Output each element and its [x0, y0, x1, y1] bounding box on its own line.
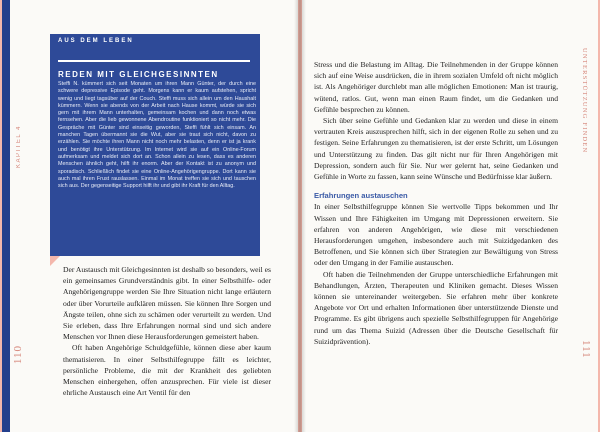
box-header: AUS DEM LEBEN	[58, 38, 134, 44]
page-number: 111	[580, 340, 592, 359]
section-heading: Erfahrungen austauschen	[314, 191, 408, 201]
paragraph: In einer Selbsthilfegruppe können Sie wertvolle Tipps bekommen und Ihr Wissen und Ihre Fähigkeiten im Umgang mit Depressionen erweitern. Sie erfahren von anderen Angehörigen, wie diese mit verschiedenen Herausforderungen umgehen, insbesondere auch mit Suizidgedanken des Betroffenen, und Sie können sich über Strategien zur Bewältigung von Stress oder den Umgang in der Familie austauschen.	[314, 202, 558, 268]
paragraph: Oft haben Angehörige Schuldgefühle, können diese aber kaum thematisieren. In einer Selbsthilfegruppe fällt es leichter, persönliche Probleme, die mit der Krankheit des geliebten Menschen einhergehen, offen anzusprechen. Für viele ist dieser ehrliche Austausch eine Art Ventil für den	[63, 343, 271, 398]
box-tail	[50, 256, 60, 266]
paragraph: Der Austausch mit Gleichgesinnten ist deshalb so besonders, weil es ein gemeinsames Grundverständnis gibt. In einer Selbsthilfe- oder Angehörigengruppe werden Sie Ihre Situation nicht lange erläutern oder über Vorurteile aufklären müssen. Sie können Ihre Sorgen und Ängste teilen, ohne sich zu schämen oder verurteilt zu werden. Und Sie erleben, dass Ihre Erfahrungen normal sind und sich andere Menschen vor Ihnen diese Herausforderungen gemeistert haben.	[63, 265, 271, 342]
section-label: UNTERSTÜTZUNG FINDEN	[581, 48, 588, 154]
page-number: 110	[12, 345, 24, 365]
chapter-label: KAPITEL 4	[16, 125, 22, 168]
paragraph: Sich über seine Gefühle und Gedanken klar zu werden und diese in einem vertrauten Kreis auszusprechen hilft, sich in der eigenen Rolle zu sehen und zu festigen. Seine Erfahrungen zu thematisieren, ist der erste Schritt, um Lösungen und Unterstützung zu finden. Das gilt nicht nur für Ihren Angehörigen mit Depression, sondern auch für Sie. Nur wer gelernt hat, seine Gedanken und Gefühle in Worte zu fassen, kann seine Wünsche und Bedürfnisse klar äußern.	[314, 116, 558, 182]
left-body-text	[63, 264, 271, 398]
story-box	[50, 34, 260, 256]
chapter-tab	[2, 0, 10, 432]
book-gutter	[294, 0, 306, 432]
box-body: Steffi N. kümmert sich seit Monaten um ihren Mann Günter, der durch eine schwere depressive Episode geht. Morgens kann er kaum aufstehen, spricht wenig und liegt tagsüber auf der Couch. Steffi muss sich allein um den Haushalt kümmern. Wenn sie abends von der Arbeit nach Hause kommt, würde sie sich gern mit ihrem Mann unterhalten, gemeinsam kochen und dann noch etwas fernsehen. Aber die lieb gewonnene Abendroutine funktioniert so nicht mehr. Die Gespräche mit Günter sind einseitig geworden, Steffi fühlt sich einsam. An manchen Tagen übermannt sie die Wut, aber sie traut sich nicht, davon zu erzählen. Sie möchte ihren Mann nicht noch mehr belasten, denn er ist ja krank und benötigt ihre Unterstützung. Im Internet wird sie auf ein Online-Forum aufmerksam und meldet sich dort an. Schon allein zu lesen, dass es anderen Menschen ähnlich geht, hilft ihr enorm. Aber der Kontakt ist zu anonym und sporadisch. Schließlich findet sie eine Online-Angehörigengruppe. Dort kann sie auch mal ihren Frust rauslassen. Einmal im Monat treffen sie sich und tauschen sich aus. Der gegenseitige Support hilft ihr und gibt ihr Kraft für den Alltag.	[58, 81, 256, 190]
box-divider	[58, 60, 250, 62]
right-body-text	[314, 59, 558, 347]
paragraph: Oft haben die Teilnehmenden der Gruppe unterschiedliche Erfahrungen mit Behandlungen, Ärzten, Therapeuten und Kliniken gemacht. Dieses Wissen können sie untereinander weitergeben. Sie erfahren mehr über konkrete Angebote vor Ort und erhalten Informationen über unterstützende Dienste und Programme. Es gibt übrigens auch spezielle Selbsthilfegruppen für Angehörige rund um das Thema Suizid (Adressen über die Deutsche Gesellschaft für Suizidprävention).	[314, 269, 558, 346]
left-page	[2, 0, 298, 432]
right-page	[302, 0, 598, 432]
paragraph: Stress und die Belastung im Alltag. Die Teilnehmenden in der Gruppe können sich auf eine Weise ausdrücken, die in ihrem sozialen Umfeld oft nicht möglich ist. Als Angehöriger durchlebt man alle möglichen Emotionen: Man ist traurig, wütend, ratlos. Gut, wenn man einen Raum findet, um die Gedanken und Gefühle besprechen zu können.	[314, 60, 558, 114]
box-title: REDEN MIT GLEICHGESINNTEN	[58, 70, 219, 79]
